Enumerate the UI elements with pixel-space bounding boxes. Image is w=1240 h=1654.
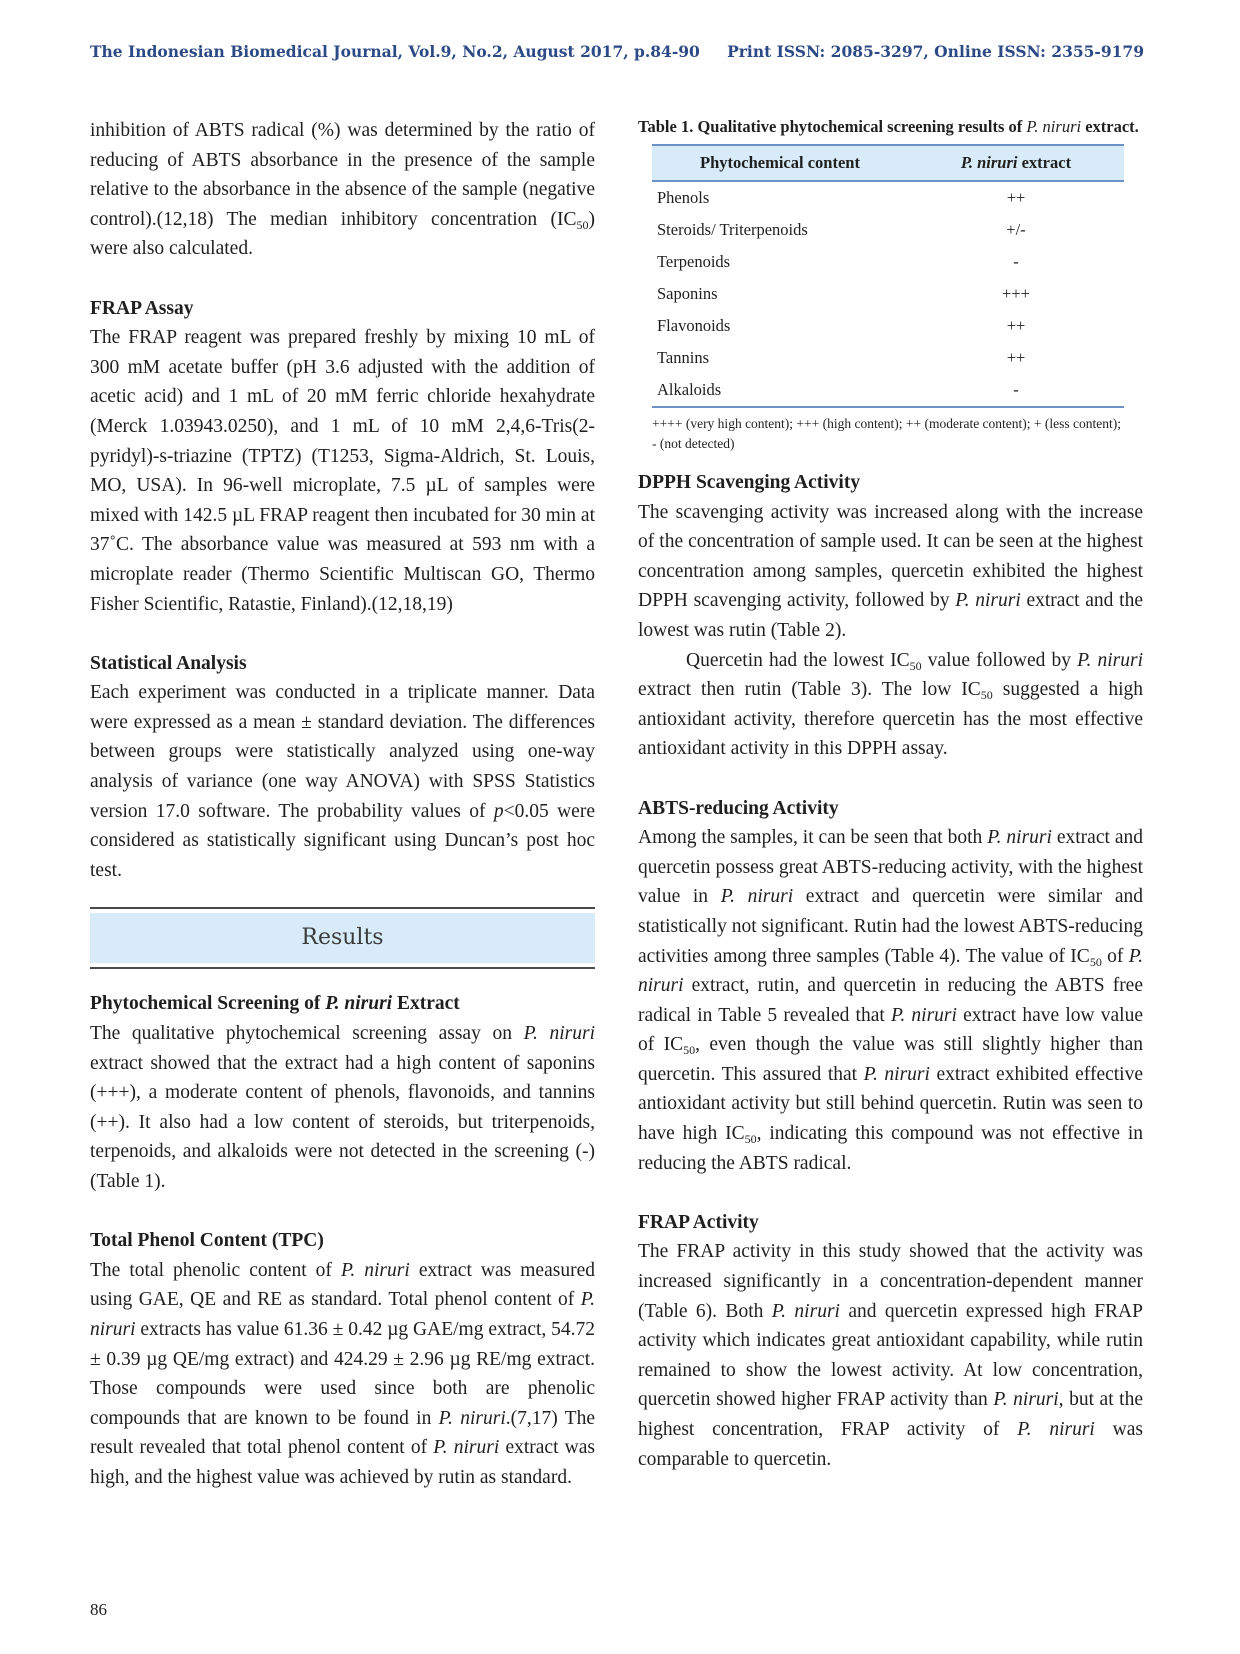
abts-heading: ABTS-reducing Activity bbox=[638, 797, 839, 819]
phytochemical-screening-text: The qualitative phytochemical screening assay on P. niruri extract showed that the extract had a high content of saponins (+++), a moderate content of phenols, flavonoids, and tannins (++). It also had a low content of steroids, but triterpenoids, terpenoids, and alkaloids were not detected in the screening (-) (Table 1). bbox=[90, 1023, 595, 1192]
table-row: Flavonoids ++ bbox=[657, 316, 1026, 335]
dpph-text-2: Quercetin had the lowest $IC_{50}$ value followed by P. niruri extract then rutin (Table 3). The low $IC_{50}$ suggested a high antioxidant activity, therefore quercetin has the most effective antioxidant activity in this DPPH assay. bbox=[638, 649, 1144, 760]
left-column bbox=[90, 116, 595, 1493]
table-row: Terpenoids - bbox=[657, 252, 1019, 271]
table-row: Phenols ++ bbox=[657, 188, 1026, 207]
results-section-band bbox=[90, 907, 595, 969]
tpc-heading: Total Phenol Content (TPC) bbox=[90, 1230, 324, 1252]
abts-text: Among the samples, it can be seen that both P. niruri extract and quercetin possess great ABTS-reducing activity, with the highest value in P. niruri extract and quercetin were similar and statistically not significant. Rutin had the lowest ABTS-reducing activities among three samples (Table 4). The value of $IC_{50}$ of P. niruri extract, rutin, and quercetin in reducing the ABTS free radical in Table 5 revealed that P. niruri extract have low value of $IC_{50}$, even though the value was still slightly higher than quercetin. This assured that P. niruri extract exhibited effective antioxidant activity but still behind quercetin. Rutin was seen to have high $IC_{50}$, indicating this compound was not effective in reducing the ABTS radical. bbox=[638, 827, 1144, 1174]
table1-phytochemical bbox=[652, 144, 1124, 408]
right-column bbox=[638, 116, 1143, 1474]
table-row: Steroids/ Triterpenoids +/- bbox=[657, 220, 1026, 239]
table-header-extract: P. niruri extract bbox=[908, 145, 1124, 181]
table1-caption: Table 1. Qualitative phytochemical screening results of P. niruri extract. bbox=[638, 117, 1139, 136]
phytochemical-screening-heading: Phytochemical Screening of P. niruri Extract bbox=[90, 993, 460, 1015]
table-row: Tannins ++ bbox=[657, 348, 1026, 367]
table-row: Saponins +++ bbox=[657, 284, 1030, 303]
running-header-issn: Print ISSN: 2085-3297, Online ISSN: 2355-9179 bbox=[727, 42, 1144, 61]
table1-footnote: ++++ (very high content); +++ (high content); ++ (moderate content); + (less content); - (not detected) bbox=[652, 416, 1122, 451]
statistical-analysis-heading: Statistical Analysis bbox=[90, 652, 247, 674]
abts-method-continued: inhibition of ABTS radical (%) was determined by the ratio of reducing of ABTS absorbance in the presence of the sample relative to the absorbance in the absence of the sample (negative control).(12,18) The median inhibitory concentration $(IC_{50})$ were also calculated. bbox=[90, 120, 595, 260]
table-header-row bbox=[652, 145, 1124, 181]
tpc-text: The total phenolic content of P. niruri extract was measured using GAE, QE and RE as standard. Total phenol content of P. niruri extracts has value 61.36 ± 0.42 µg GAE/mg extract, 54.72 ± 0.39 µg QE/mg extract) and 424.29 ± 2.96 µg RE/mg extract. Those compounds were used since both are phenolic compounds that are known to be found in P. niruri.(7,17) The result revealed that total phenol content of P. niruri extract was high, and the highest value was achieved by rutin as standard. bbox=[90, 1259, 596, 1488]
frap-activity-heading: FRAP Activity bbox=[638, 1211, 759, 1233]
frap-activity-text: The FRAP activity in this study showed that the activity was increased significantly in a concentration-dependent manner (Table 6). Both P. niruri and quercetin expressed high FRAP activity which indicates great antioxidant capability, while rutin remained to show the lowest activity. At low concentration, quercetin showed higher FRAP activity than P. niruri, but at the highest concentration, FRAP activity of P. niruri was comparable to quercetin. bbox=[638, 1241, 1143, 1470]
running-header-journal: The Indonesian Biomedical Journal, Vol.9, No.2, August 2017, p.84-90 bbox=[90, 42, 700, 61]
frap-assay-text: The FRAP reagent was prepared freshly by mixing 10 mL of 300 mM acetate buffer (pH 3.6 adjusted with the addition of acetic acid) and 1 mL of 20 mM ferric chloride hexahydrate (Merck 1.03943.0250), and 1 mL of 10 mM 2,4,6-Tris(2-pyridyl)-s-triazine (TPTZ) (T1253, Sigma-Aldrich, St. Louis, MO, USA). In 96-well microplate, 7.5 µL of samples were mixed with 142.5 µL FRAP reagent then incubated for 30 min at 37˚C. The absorbance value was measured at 593 nm with a microplate reader (Thermo Scientific Multiscan GO, Thermo Fisher Scientific, Ratastie, Finland).(12,18,19) bbox=[90, 327, 595, 615]
page-number: 86 bbox=[90, 1600, 107, 1619]
dpph-heading: DPPH Scavenging Activity bbox=[638, 472, 861, 493]
dpph-text-1: The scavenging activity was increased along with the increase of the concentration of sample used. It can be seen at the highest concentration among samples, quercetin exhibited the highest DPPH scavenging activity, followed by P. niruri extract and the lowest was rutin (Table 2). bbox=[638, 501, 1143, 641]
results-title: Results bbox=[90, 913, 595, 963]
table-row: Alkaloids - bbox=[652, 374, 1124, 407]
frap-assay-heading: FRAP Assay bbox=[90, 297, 194, 319]
statistical-analysis-text: Each experiment was conducted in a triplicate manner. Data were expressed as a mean ± standard deviation. The differences between groups were statistically analyzed using one-way analysis of variance (one way ANOVA) with SPSS Statistics version 17.0 software. The probability values of p<0.05 were considered as statistically significant using Duncan’s post hoc test. bbox=[90, 682, 595, 881]
table-header-content: Phytochemical content bbox=[652, 145, 908, 181]
